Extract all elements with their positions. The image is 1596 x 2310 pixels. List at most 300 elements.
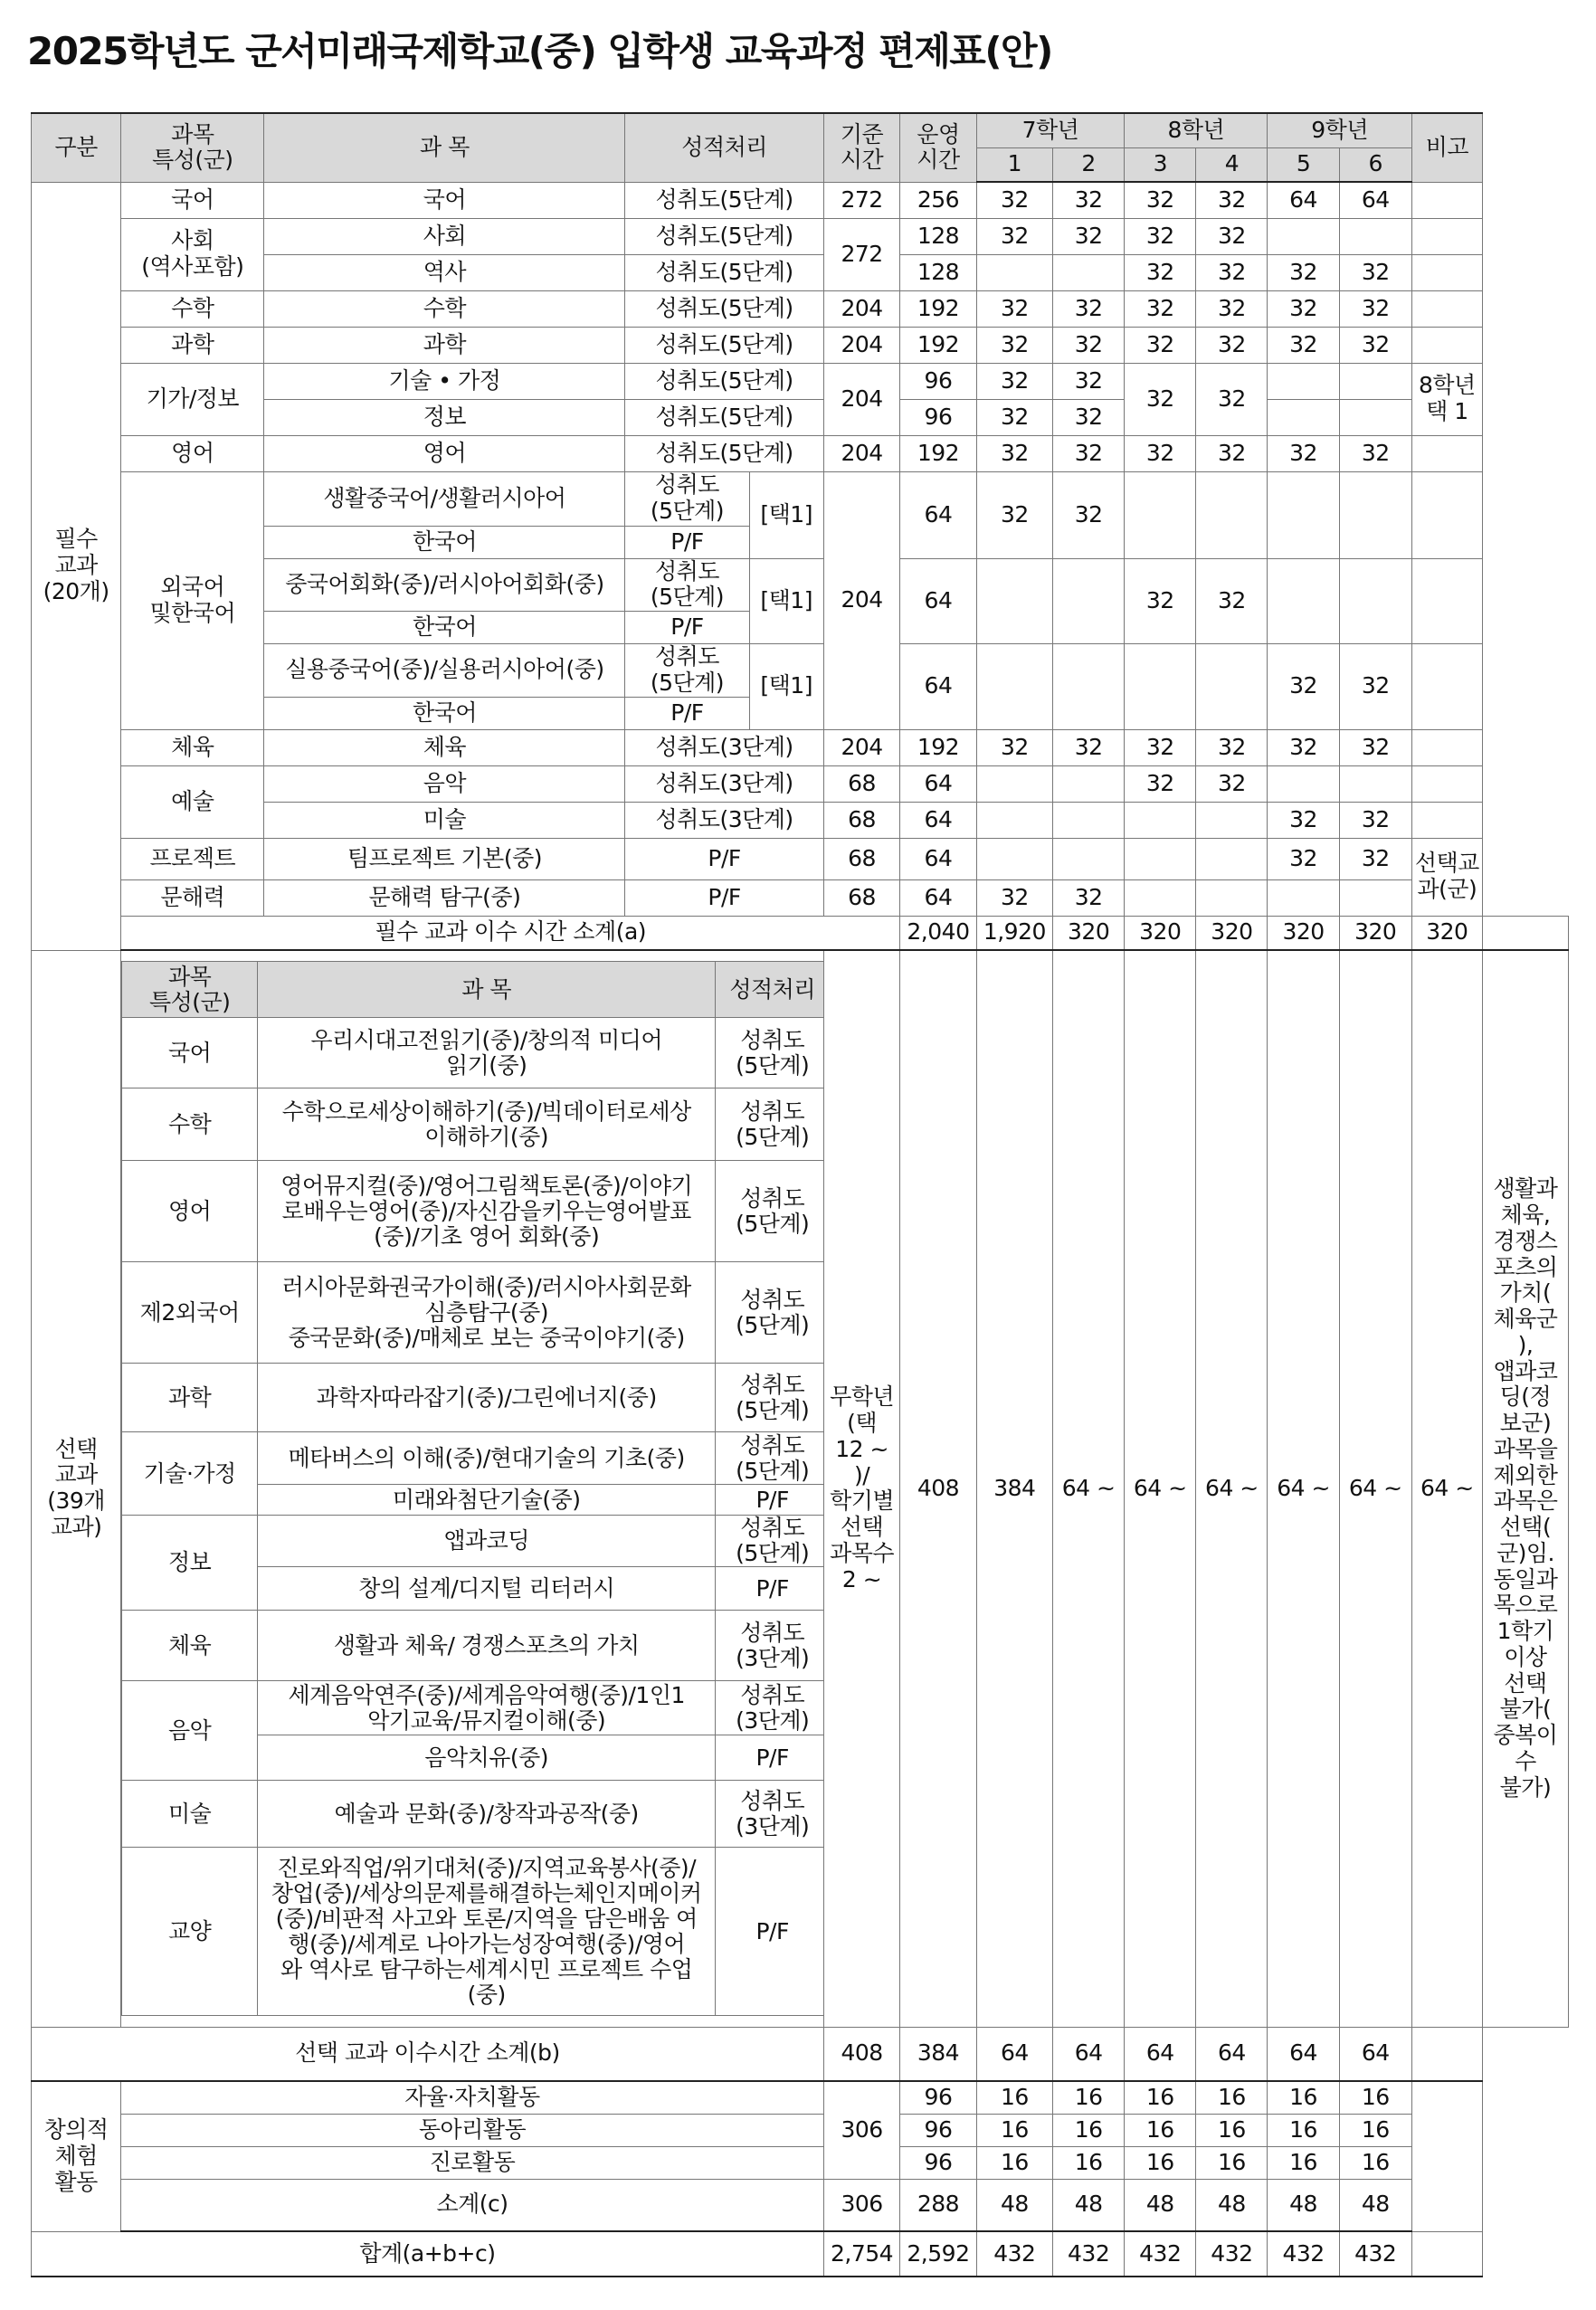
- grading-cell: 성취도 (5단계): [716, 1088, 824, 1161]
- op-hours-cell: 192: [900, 327, 976, 363]
- semester-cell: [1196, 879, 1268, 916]
- choose-one-cell: [택1]: [749, 558, 823, 644]
- op-hours-cell: 64: [900, 558, 976, 644]
- table-row: [122, 1516, 824, 1567]
- semester-cell: 32: [1196, 327, 1268, 363]
- base-hours-cell: 68: [823, 879, 899, 916]
- group-cell: 국어: [122, 1018, 258, 1088]
- semester-cell: [1053, 558, 1125, 644]
- header-division: 구분: [32, 113, 121, 182]
- op-hours-cell: 64: [900, 838, 976, 879]
- note-cell: [1411, 471, 1482, 558]
- table-row: [122, 1848, 824, 2016]
- subtotal-row: [32, 2027, 1569, 2081]
- semester-cell: 32: [1268, 327, 1339, 363]
- semester-cell: 320: [1125, 916, 1196, 950]
- semester-cell: 48: [1268, 2179, 1339, 2231]
- base-hours-cell: 306: [823, 2081, 899, 2179]
- group-cell: 영어: [121, 435, 264, 471]
- base-hours-cell: 408: [823, 2027, 899, 2081]
- header-grade-9: 9학년: [1268, 113, 1411, 147]
- semester-cell: 16: [1339, 2081, 1411, 2114]
- note-cell: [1411, 435, 1482, 471]
- grading-cell: 성취도 (3단계): [716, 1611, 824, 1681]
- semester-cell: 32: [1196, 218, 1268, 254]
- op-hours-cell: 192: [900, 435, 976, 471]
- base-hours-cell: 204: [823, 729, 899, 765]
- semester-cell: 32: [976, 399, 1052, 435]
- semester-cell: [1196, 802, 1268, 838]
- semester-cell: 32: [976, 879, 1052, 916]
- base-hours-cell: 2,754: [823, 2231, 899, 2277]
- curriculum-table: [31, 112, 1569, 2277]
- table-row: [32, 290, 1569, 327]
- table-row: [32, 182, 1569, 218]
- semester-cell: [976, 644, 1052, 730]
- semester-cell: 16: [1268, 2114, 1339, 2146]
- grading-cell: P/F: [625, 838, 823, 879]
- semester-cell: 32: [1339, 327, 1411, 363]
- op-hours-cell: 384: [900, 2027, 976, 2081]
- grading-cell: 성취도(5단계): [625, 290, 823, 327]
- semester-cell: 64: [1339, 2027, 1411, 2081]
- header-op-hours: 운영 시간: [900, 113, 976, 182]
- op-hours-cell: 288: [900, 2179, 976, 2231]
- semester-cell: 32: [1125, 327, 1196, 363]
- semester-cell: [1125, 838, 1196, 879]
- op-hours-cell: 64: [900, 644, 976, 730]
- subject-cell: 한국어: [264, 526, 625, 558]
- note-cell: [1411, 2231, 1482, 2277]
- choose-one-cell: [택1]: [749, 471, 823, 558]
- note-cell: [1411, 644, 1482, 730]
- subtotal-label: 소계(c): [121, 2179, 824, 2231]
- semester-cell: 16: [976, 2081, 1052, 2114]
- subject-cell: 동아리활동: [121, 2114, 824, 2146]
- op-hours-cell: 192: [900, 729, 976, 765]
- grading-cell: P/F: [716, 1567, 824, 1611]
- semester-cell: 32: [1125, 218, 1196, 254]
- header-sem-6: 6: [1339, 147, 1411, 182]
- semester-cell: 32: [976, 363, 1052, 399]
- semester-cell: [1268, 363, 1339, 399]
- elective-rule-cell: 무학년 (택 12 ~ )/ 학기별 선택 과목수 2 ~: [823, 950, 899, 2027]
- table-row: [32, 363, 1569, 399]
- table-row: [122, 1432, 824, 1485]
- group-cell: 과학: [121, 327, 264, 363]
- subject-cell: 체육: [264, 729, 625, 765]
- semester-cell: [1125, 879, 1196, 916]
- grading-cell: 성취도(5단계): [625, 254, 823, 290]
- grading-cell: 성취도 (5단계): [716, 1432, 824, 1485]
- subject-cell: 문해력 탐구(중): [264, 879, 625, 916]
- op-hours-cell: 2,592: [900, 2231, 976, 2277]
- subject-cell: 중국어회화(중)/러시아어회화(중): [264, 558, 625, 612]
- semester-cell: 32: [1125, 290, 1196, 327]
- table-row: [122, 1611, 824, 1681]
- semester-cell: 32: [1268, 254, 1339, 290]
- base-hours-cell: 272: [823, 218, 899, 290]
- group-cell: 과학: [122, 1364, 258, 1432]
- semester-cell: 320: [1053, 916, 1125, 950]
- op-hours-cell: 96: [900, 2081, 976, 2114]
- op-hours-cell: 96: [900, 399, 976, 435]
- subject-cell: 한국어: [264, 612, 625, 644]
- grading-cell: 성취도(3단계): [625, 765, 823, 802]
- semester-cell: 16: [976, 2146, 1052, 2179]
- base-hours-cell: 306: [823, 2179, 899, 2231]
- base-hours-cell: 204: [823, 290, 899, 327]
- semester-cell: [1339, 558, 1411, 644]
- op-hours-cell: 64: [900, 802, 976, 838]
- group-cell: 사회 (역사포함): [121, 218, 264, 290]
- group-cell: 제2외국어: [122, 1262, 258, 1364]
- semester-cell: 16: [1053, 2114, 1125, 2146]
- semester-cell: [1196, 838, 1268, 879]
- semester-cell: 32: [1125, 729, 1196, 765]
- note-cell: 8학년 택 1: [1411, 363, 1482, 435]
- base-hours-cell: 68: [823, 765, 899, 802]
- semester-cell: 32: [1196, 363, 1268, 435]
- semester-cell: 432: [976, 2231, 1052, 2277]
- subject-cell: 앱과코딩: [258, 1516, 716, 1567]
- subtotal-row: [32, 2179, 1569, 2231]
- semester-cell: 32: [976, 471, 1052, 558]
- note-cell: [1411, 2081, 1482, 2231]
- semester-cell: 16: [1196, 2146, 1268, 2179]
- semester-cell: [1053, 838, 1125, 879]
- subject-cell: 진로와직업/위기대처(중)/지역교육봉사(중)/ 창업(중)/세상의문제를해결하는체인지메이커 (중)/비판적 사고와 토론/지역을 담은배움 여 행(중)/세계로 나아가는성장여행(중)/영어 와 역사로 탐구하는세계시민 프로젝트 수업 (중): [258, 1848, 716, 2016]
- base-hours-cell: 2,040: [900, 916, 976, 950]
- op-hours-cell: 64: [900, 471, 976, 558]
- semester-cell: [1053, 644, 1125, 730]
- semester-cell: 32: [1053, 290, 1125, 327]
- semester-cell: [1268, 399, 1339, 435]
- semester-cell: 16: [1339, 2114, 1411, 2146]
- grading-cell: 성취도(5단계): [625, 218, 823, 254]
- semester-cell: [1339, 363, 1411, 399]
- subject-cell: 한국어: [264, 697, 625, 729]
- table-row: [122, 1161, 824, 1262]
- base-hours-cell: 204: [823, 327, 899, 363]
- table-row: [122, 1088, 824, 1161]
- grading-cell: P/F: [625, 879, 823, 916]
- semester-cell: 32: [1339, 435, 1411, 471]
- choose-one-cell: [택1]: [749, 644, 823, 730]
- total-label: 합계(a+b+c): [32, 2231, 824, 2277]
- note-cell: [1411, 254, 1482, 290]
- semester-cell: 32: [1125, 182, 1196, 218]
- note-cell: [1411, 802, 1482, 838]
- semester-cell: 64: [1268, 2027, 1339, 2081]
- subject-cell: 생활과 체육/ 경쟁스포츠의 가치: [258, 1611, 716, 1681]
- group-cell: 영어: [122, 1161, 258, 1262]
- table-row: [32, 879, 1569, 916]
- group-cell: 국어: [121, 182, 264, 218]
- semester-cell: [1125, 644, 1196, 730]
- header-sem-3: 3: [1125, 147, 1196, 182]
- group-cell: 문해력: [121, 879, 264, 916]
- semester-cell: 16: [976, 2114, 1052, 2146]
- group-cell: 기술·가정: [122, 1432, 258, 1516]
- group-cell: 교양: [122, 1848, 258, 2016]
- table-row: [32, 765, 1569, 802]
- op-hours-cell: 128: [900, 254, 976, 290]
- subject-cell: 과학자따라잡기(중)/그린에너지(중): [258, 1364, 716, 1432]
- semester-cell: 32: [976, 729, 1052, 765]
- table-row: [32, 218, 1569, 254]
- subject-cell: 영어뮤지컬(중)/영어그림책토론(중)/이야기 로배우는영어(중)/자신감을키우는영어발표 (중)/기초 영어 회화(중): [258, 1161, 716, 1262]
- semester-cell: [976, 765, 1052, 802]
- semester-cell: [1268, 471, 1339, 558]
- subject-cell: 정보: [264, 399, 625, 435]
- group-cell: 예술: [121, 765, 264, 838]
- semester-cell: 32: [1125, 558, 1196, 644]
- semester-cell: 32: [976, 290, 1052, 327]
- header-base-hours: 기준 시간: [823, 113, 899, 182]
- group-cell: 프로젝트: [121, 838, 264, 879]
- subject-cell: 러시아문화권국가이해(중)/러시아사회문화 심층탐구(중) 중국문화(중)/매체로 보는 중국이야기(중): [258, 1262, 716, 1364]
- semester-cell: [1196, 471, 1268, 558]
- subtotal-label: 선택 교과 이수시간 소계(b): [32, 2027, 824, 2081]
- subject-cell: 자율·자치활동: [121, 2081, 824, 2114]
- semester-cell: 48: [1125, 2179, 1196, 2231]
- note-cell: [1411, 765, 1482, 802]
- subject-cell: 영어: [264, 435, 625, 471]
- semester-cell: [1339, 399, 1411, 435]
- table-row: [32, 327, 1569, 363]
- semester-cell: 320: [1411, 916, 1482, 950]
- subject-cell: 기술 • 가정: [264, 363, 625, 399]
- semester-cell: 64 ~: [1125, 950, 1196, 2027]
- header-sem-1: 1: [976, 147, 1052, 182]
- header-grade-8: 8학년: [1125, 113, 1268, 147]
- semester-cell: 32: [1339, 290, 1411, 327]
- group-cell: 외국어 및한국어: [121, 471, 264, 729]
- semester-cell: [1268, 765, 1339, 802]
- table-row: [122, 1681, 824, 1735]
- grading-cell: P/F: [716, 1848, 824, 2016]
- subject-cell: 메타버스의 이해(중)/현대기술의 기초(중): [258, 1432, 716, 1485]
- subtotal-row: [32, 916, 1569, 950]
- group-cell: 미술: [122, 1781, 258, 1848]
- semester-cell: 32: [1196, 435, 1268, 471]
- header-group: 과목 특성(군): [121, 113, 264, 182]
- elective-note-cell: 생활과 체육, 경쟁스 포츠의 가치( 체육군 ), 앱과코 딩(정 보군) 과목을 제외한 과목은 선택( 군)임. 동일과 목으로 1학기 이상 선택 불가( 중복이 수 불가): [1482, 950, 1568, 2027]
- elective-block: [32, 950, 1569, 2027]
- elective-subtable: [121, 950, 824, 2027]
- subject-cell: 창의 설계/디지털 리터러시: [258, 1567, 716, 1611]
- elective-sub-header: [122, 962, 824, 1018]
- semester-cell: 32: [976, 327, 1052, 363]
- subject-cell: 음악치유(중): [258, 1735, 716, 1781]
- note-cell: [1482, 916, 1568, 950]
- grading-cell: 성취도(5단계): [625, 327, 823, 363]
- semester-cell: 32: [1268, 435, 1339, 471]
- semester-cell: [1339, 471, 1411, 558]
- sub-header-grading: 성적처리: [716, 962, 824, 1018]
- semester-cell: 32: [1268, 644, 1339, 730]
- table-row: [122, 1364, 824, 1432]
- semester-cell: [1268, 879, 1339, 916]
- group-cell: 수학: [121, 290, 264, 327]
- subject-cell: 우리시대고전읽기(중)/창의적 미디어 읽기(중): [258, 1018, 716, 1088]
- subject-cell: 과학: [264, 327, 625, 363]
- subject-cell: 미래와첨단기술(중): [258, 1485, 716, 1516]
- group-cell: 체육: [122, 1611, 258, 1681]
- semester-cell: 32: [1196, 290, 1268, 327]
- table-row: [32, 729, 1569, 765]
- group-cell: 체육: [121, 729, 264, 765]
- note-cell: 선택교 과(군): [1411, 838, 1482, 916]
- subject-cell: 음악: [264, 765, 625, 802]
- semester-cell: 32: [1339, 644, 1411, 730]
- semester-cell: 64: [1339, 182, 1411, 218]
- table-row: [122, 1781, 824, 1848]
- table-row: [32, 2146, 1569, 2179]
- group-cell: 정보: [122, 1516, 258, 1611]
- subject-cell: 사회: [264, 218, 625, 254]
- subject-cell: 생활중국어/생활러시아어: [264, 471, 625, 526]
- op-hours-cell: 96: [900, 2114, 976, 2146]
- semester-cell: 32: [1053, 399, 1125, 435]
- semester-cell: 16: [1268, 2146, 1339, 2179]
- semester-cell: 32: [1339, 254, 1411, 290]
- grading-cell: P/F: [625, 697, 749, 729]
- semester-cell: 32: [1125, 254, 1196, 290]
- required-label: 필수 교과 (20개): [32, 182, 121, 950]
- semester-cell: 16: [1196, 2081, 1268, 2114]
- semester-cell: 32: [976, 218, 1052, 254]
- creative-label: 창의적 체험 활동: [32, 2081, 121, 2231]
- semester-cell: 32: [1125, 363, 1196, 435]
- grading-cell: P/F: [716, 1485, 824, 1516]
- semester-cell: 32: [1053, 182, 1125, 218]
- grading-cell: 성취도(3단계): [625, 729, 823, 765]
- grading-cell: 성취도 (5단계): [716, 1364, 824, 1432]
- base-hours-cell: 204: [823, 471, 899, 729]
- grading-cell: 성취도(5단계): [625, 363, 823, 399]
- semester-cell: 32: [1125, 435, 1196, 471]
- note-cell: [1411, 182, 1482, 218]
- semester-cell: 64: [1125, 2027, 1196, 2081]
- semester-cell: 432: [1339, 2231, 1411, 2277]
- semester-cell: 48: [1339, 2179, 1411, 2231]
- group-cell: 음악: [122, 1681, 258, 1781]
- semester-cell: 64: [976, 2027, 1052, 2081]
- semester-cell: [1196, 644, 1268, 730]
- subject-cell: 진로활동: [121, 2146, 824, 2179]
- group-cell: 수학: [122, 1088, 258, 1161]
- semester-cell: [976, 558, 1052, 644]
- semester-cell: 64: [1196, 2027, 1268, 2081]
- semester-cell: 32: [1268, 838, 1339, 879]
- base-hours-cell: 204: [823, 435, 899, 471]
- table-row: [32, 838, 1569, 879]
- table-row: [122, 1018, 824, 1088]
- semester-cell: 48: [1053, 2179, 1125, 2231]
- semester-cell: 32: [1339, 838, 1411, 879]
- semester-cell: 32: [1196, 254, 1268, 290]
- semester-cell: 320: [1268, 916, 1339, 950]
- semester-cell: [976, 802, 1052, 838]
- op-hours-cell: 128: [900, 218, 976, 254]
- subject-cell: 예술과 문화(중)/창작과공작(중): [258, 1781, 716, 1848]
- semester-cell: [1053, 254, 1125, 290]
- semester-cell: [1268, 558, 1339, 644]
- note-cell: [1411, 2027, 1482, 2081]
- op-hours-cell: 64: [900, 879, 976, 916]
- semester-cell: 432: [1196, 2231, 1268, 2277]
- semester-cell: 432: [1268, 2231, 1339, 2277]
- semester-cell: 16: [1053, 2146, 1125, 2179]
- grading-cell: 성취도 (3단계): [716, 1681, 824, 1735]
- header-row: [32, 113, 1569, 147]
- semester-cell: [1125, 802, 1196, 838]
- note-cell: [1411, 729, 1482, 765]
- semester-cell: [1339, 879, 1411, 916]
- semester-cell: 32: [1053, 218, 1125, 254]
- semester-cell: [1339, 765, 1411, 802]
- grading-cell: 성취도(5단계): [625, 182, 823, 218]
- semester-cell: 16: [1125, 2114, 1196, 2146]
- header-note: 비고: [1411, 113, 1482, 182]
- note-cell: [1411, 327, 1482, 363]
- table-row: [32, 2114, 1569, 2146]
- grading-cell: 성취도 (5단계): [625, 471, 749, 526]
- semester-cell: 32: [1339, 729, 1411, 765]
- grading-cell: 성취도(3단계): [625, 802, 823, 838]
- grading-cell: 성취도 (5단계): [716, 1516, 824, 1567]
- note-cell: [1411, 558, 1482, 644]
- semester-cell: 64 ~: [1339, 950, 1411, 2027]
- semester-cell: [1339, 218, 1411, 254]
- subject-cell: 세계음악연주(중)/세계음악여행(중)/1인1 악기교육/뮤지컬이해(중): [258, 1681, 716, 1735]
- semester-cell: 64 ~: [1196, 950, 1268, 2027]
- note-cell: [1411, 290, 1482, 327]
- elective-label: 선택 교과 (39개 교과): [32, 950, 121, 2027]
- semester-cell: 16: [1053, 2081, 1125, 2114]
- header-sem-5: 5: [1268, 147, 1339, 182]
- semester-cell: [976, 254, 1052, 290]
- semester-cell: 48: [976, 2179, 1052, 2231]
- header-grading: 성적처리: [625, 113, 823, 182]
- subject-cell: 실용중국어(중)/실용러시아어(중): [264, 644, 625, 698]
- grading-cell: 성취도(5단계): [625, 399, 823, 435]
- semester-cell: 64: [1053, 2027, 1125, 2081]
- semester-cell: 16: [1196, 2114, 1268, 2146]
- grading-cell: 성취도 (5단계): [716, 1262, 824, 1364]
- op-hours-cell: 1,920: [976, 916, 1052, 950]
- semester-cell: 32: [1053, 363, 1125, 399]
- semester-cell: 32: [1339, 802, 1411, 838]
- semester-cell: 64: [1268, 182, 1339, 218]
- semester-cell: 32: [1268, 290, 1339, 327]
- semester-cell: [1125, 471, 1196, 558]
- semester-cell: [1268, 218, 1339, 254]
- semester-cell: 64 ~: [1053, 950, 1125, 2027]
- semester-cell: 16: [1339, 2146, 1411, 2179]
- semester-cell: 32: [1053, 471, 1125, 558]
- grading-cell: P/F: [625, 612, 749, 644]
- table-row: [32, 471, 1569, 526]
- header-sem-2: 2: [1053, 147, 1125, 182]
- table-row: [32, 2081, 1569, 2114]
- semester-cell: 32: [976, 182, 1052, 218]
- grading-cell: 성취도 (5단계): [625, 558, 749, 612]
- op-hours-cell: 256: [900, 182, 976, 218]
- op-hours-cell: 96: [900, 363, 976, 399]
